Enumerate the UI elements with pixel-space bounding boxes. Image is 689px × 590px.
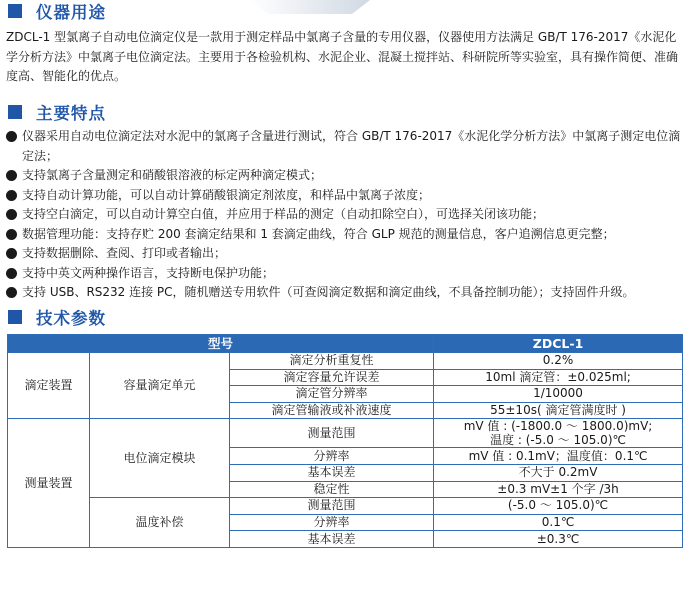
header-model-value: ZDCL-1 (434, 335, 683, 353)
bullet-icon (6, 170, 17, 181)
feature-item (6, 244, 686, 264)
param-cell: 滴定分析重复性 (230, 353, 434, 370)
feature-item (6, 127, 686, 166)
spec-table (7, 334, 683, 548)
section-header-usage (8, 0, 106, 22)
value-cell (434, 419, 683, 448)
subgroup-temp-compensation: 温度补偿 (90, 498, 230, 548)
value-cell: ±0.3℃ (434, 531, 683, 548)
feature-item (6, 186, 686, 206)
bullet-icon (6, 268, 17, 279)
value-cell: (-5.0 ～ 105.0)℃ (434, 498, 683, 515)
value-cell: 1/10000 (434, 386, 683, 403)
section-square-icon (8, 310, 22, 324)
value-cell: 55±10s( 滴定管满度时 ) (434, 402, 683, 419)
section-header-specs (8, 306, 106, 328)
value-cell: 10ml 滴定管：±0.025ml; (434, 369, 683, 386)
param-cell: 分辨率 (230, 448, 434, 465)
feature-text: 仪器采用自动电位滴定法对水泥中的氯离子含量进行测试，符合 GB/T 176-2017《水泥化学分析方法》中氯离子测定电位滴定法； (22, 129, 681, 163)
header-decoration (250, 0, 370, 14)
feature-text: 支持空白滴定，可以自动计算空白值，并应用于样品的测定（自动扣除空白），可选择关闭该功能； (22, 207, 545, 221)
bullet-icon (6, 209, 17, 220)
bullet-icon (6, 131, 17, 142)
intro-paragraph: ZDCL-1 型氯离子自动电位滴定仪是一款用于测定样品中氯离子含量的专用仪器，仪器使用方法满足 GB/T 176-2017《水泥化学分析方法》中氯离子电位滴定法。主要用于各检验机构、水泥企业、混凝土搅拌站、科研院所等实验室，具有操作简便、准确度高、智能化的优点。 (6, 30, 679, 83)
subgroup-potential-module: 电位滴定模块 (90, 419, 230, 498)
param-cell: 测量范围 (230, 498, 434, 515)
feature-text: 支持数据删除、查阅、打印或者输出； (22, 246, 227, 260)
table-header-row (8, 335, 683, 353)
feature-text: 支持自动计算功能，可以自动计算硝酸银滴定剂浓度，和样品中氯离子浓度； (22, 187, 431, 202)
param-cell: 基本误差 (230, 464, 434, 481)
group-measurement-device: 测量装置 (8, 419, 90, 548)
feature-item (6, 264, 686, 284)
section-square-icon (8, 4, 22, 18)
section-square-icon (8, 105, 22, 119)
section-title: 主要特点 (36, 104, 106, 123)
subgroup-volume-unit: 容量滴定单元 (90, 353, 230, 419)
value-cell: 不大于 0.2mV (434, 464, 683, 481)
table-row (8, 419, 683, 448)
bullet-icon (6, 248, 17, 259)
feature-list (6, 127, 686, 303)
value-cell: 0.2% (434, 353, 683, 370)
feature-item (6, 225, 686, 245)
value-cell: mV 值 : 0.1mV；温度值：0.1℃ (434, 448, 683, 465)
param-cell: 滴定管分辨率 (230, 386, 434, 403)
feature-text: 支持氯离子含量测定和硝酸银溶液的标定两种滴定模式； (22, 168, 323, 182)
section-header-features (8, 101, 106, 123)
param-cell: 测量范围 (230, 419, 434, 448)
table-row (8, 353, 683, 370)
value-cell: ±0.3 mV±1 个字 /3h (434, 481, 683, 498)
section-title: 技术参数 (36, 309, 106, 328)
feature-item (6, 166, 686, 186)
feature-text: 支持中英文两种操作语言，支持断电保护功能； (22, 265, 275, 280)
bullet-icon (6, 190, 17, 201)
value-line: 温度 : (-5.0 ～ 105.0)℃ (490, 433, 626, 448)
section-title: 仪器用途 (36, 3, 106, 22)
group-titration-device: 滴定装置 (8, 353, 90, 419)
param-cell: 分辨率 (230, 514, 434, 531)
param-cell: 滴定容量允许误差 (230, 369, 434, 386)
feature-text: 支持 USB、RS232 连接 PC，随机赠送专用软件（可查阅滴定数据和滴定曲线，不具备控制功能）；支持固件升级。 (22, 285, 635, 299)
param-cell: 稳定性 (230, 481, 434, 498)
value-cell: 0.1℃ (434, 514, 683, 531)
table-row (8, 498, 683, 515)
feature-item (6, 205, 686, 225)
param-cell: 基本误差 (230, 531, 434, 548)
bullet-icon (6, 229, 17, 240)
value-line: mV 值 : (-1800.0 ～ 1800.0)mV; (463, 419, 653, 434)
feature-text: 数据管理功能：支持存贮 200 套滴定结果和 1 套滴定曲线，符合 GLP 规范的测量信息，客户追溯信息更完整； (22, 226, 615, 241)
header-model-label: 型号 (8, 335, 434, 353)
bullet-icon (6, 287, 17, 298)
param-cell: 滴定管输液或补液速度 (230, 402, 434, 419)
feature-item (6, 283, 686, 303)
